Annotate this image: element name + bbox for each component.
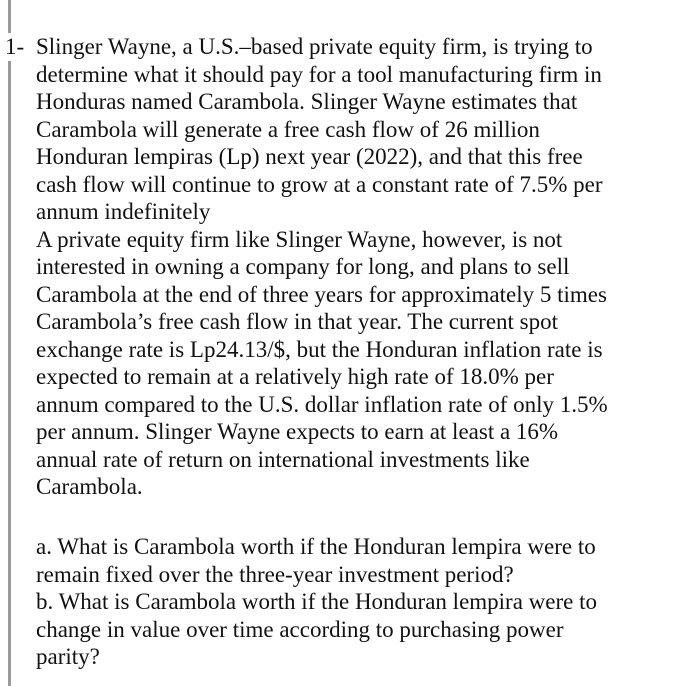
- paragraph-line: Slinger Wayne, a U.S.–based private equity firm, is trying to: [36, 34, 593, 59]
- subquestion-line: a. What is Carambola worth if the Honduran lempira were to: [36, 534, 596, 559]
- left-margin-rule: [8, 0, 11, 686]
- paragraph-line: Carambola will generate a free cash flow of 26 million: [36, 116, 540, 142]
- paragraph-line: A private equity firm like Slinger Wayne, however, is not: [36, 226, 563, 252]
- subquestion-line: remain fixed over the three-year investment period?: [36, 561, 514, 587]
- paragraph-line: expected to remain at a relatively high rate of 18.0% per: [36, 364, 554, 389]
- subquestion-line: parity?: [36, 644, 100, 669]
- subquestion-line: change in value over time according to purchasing power: [36, 616, 564, 642]
- paragraph-line: interested in owning a company for long, and plans to sell: [36, 254, 570, 279]
- question-number: 1-: [5, 34, 25, 59]
- subquestions: [36, 533, 676, 671]
- problem-paragraph-1: [36, 33, 676, 226]
- paragraph-line: Honduras named Carambola. Slinger Wayne estimates that: [36, 89, 578, 114]
- paragraph-line: Honduran lempiras (Lp) next year (2022), and that this free: [36, 144, 583, 169]
- paragraph-line: annum indefinitely: [36, 199, 211, 224]
- subquestion-line: b. What is Carambola worth if the Honduran lempira were to: [36, 589, 597, 614]
- paragraph-line: Carambola at the end of three years for approximately 5 times: [36, 281, 607, 307]
- problem-paragraph-2: [36, 226, 676, 501]
- paragraph-line: exchange rate is Lp24.13/$, but the Honduran inflation rate is: [36, 336, 603, 362]
- paragraph-line: annum compared to the U.S. dollar inflation rate of only 1.5%: [36, 391, 608, 417]
- paragraph-line: annual rate of return on international investments like: [36, 446, 530, 472]
- paragraph-line: determine what it should pay for a tool manufacturing firm in: [36, 61, 602, 87]
- paragraph-line: per annum. Slinger Wayne expects to earn at least a 16%: [36, 419, 559, 444]
- paragraph-line: cash flow will continue to grow at a constant rate of 7.5% per: [36, 171, 603, 197]
- paragraph-line: Carambola’s free cash flow in that year. The current spot: [36, 309, 559, 334]
- paragraph-line: Carambola.: [36, 474, 143, 499]
